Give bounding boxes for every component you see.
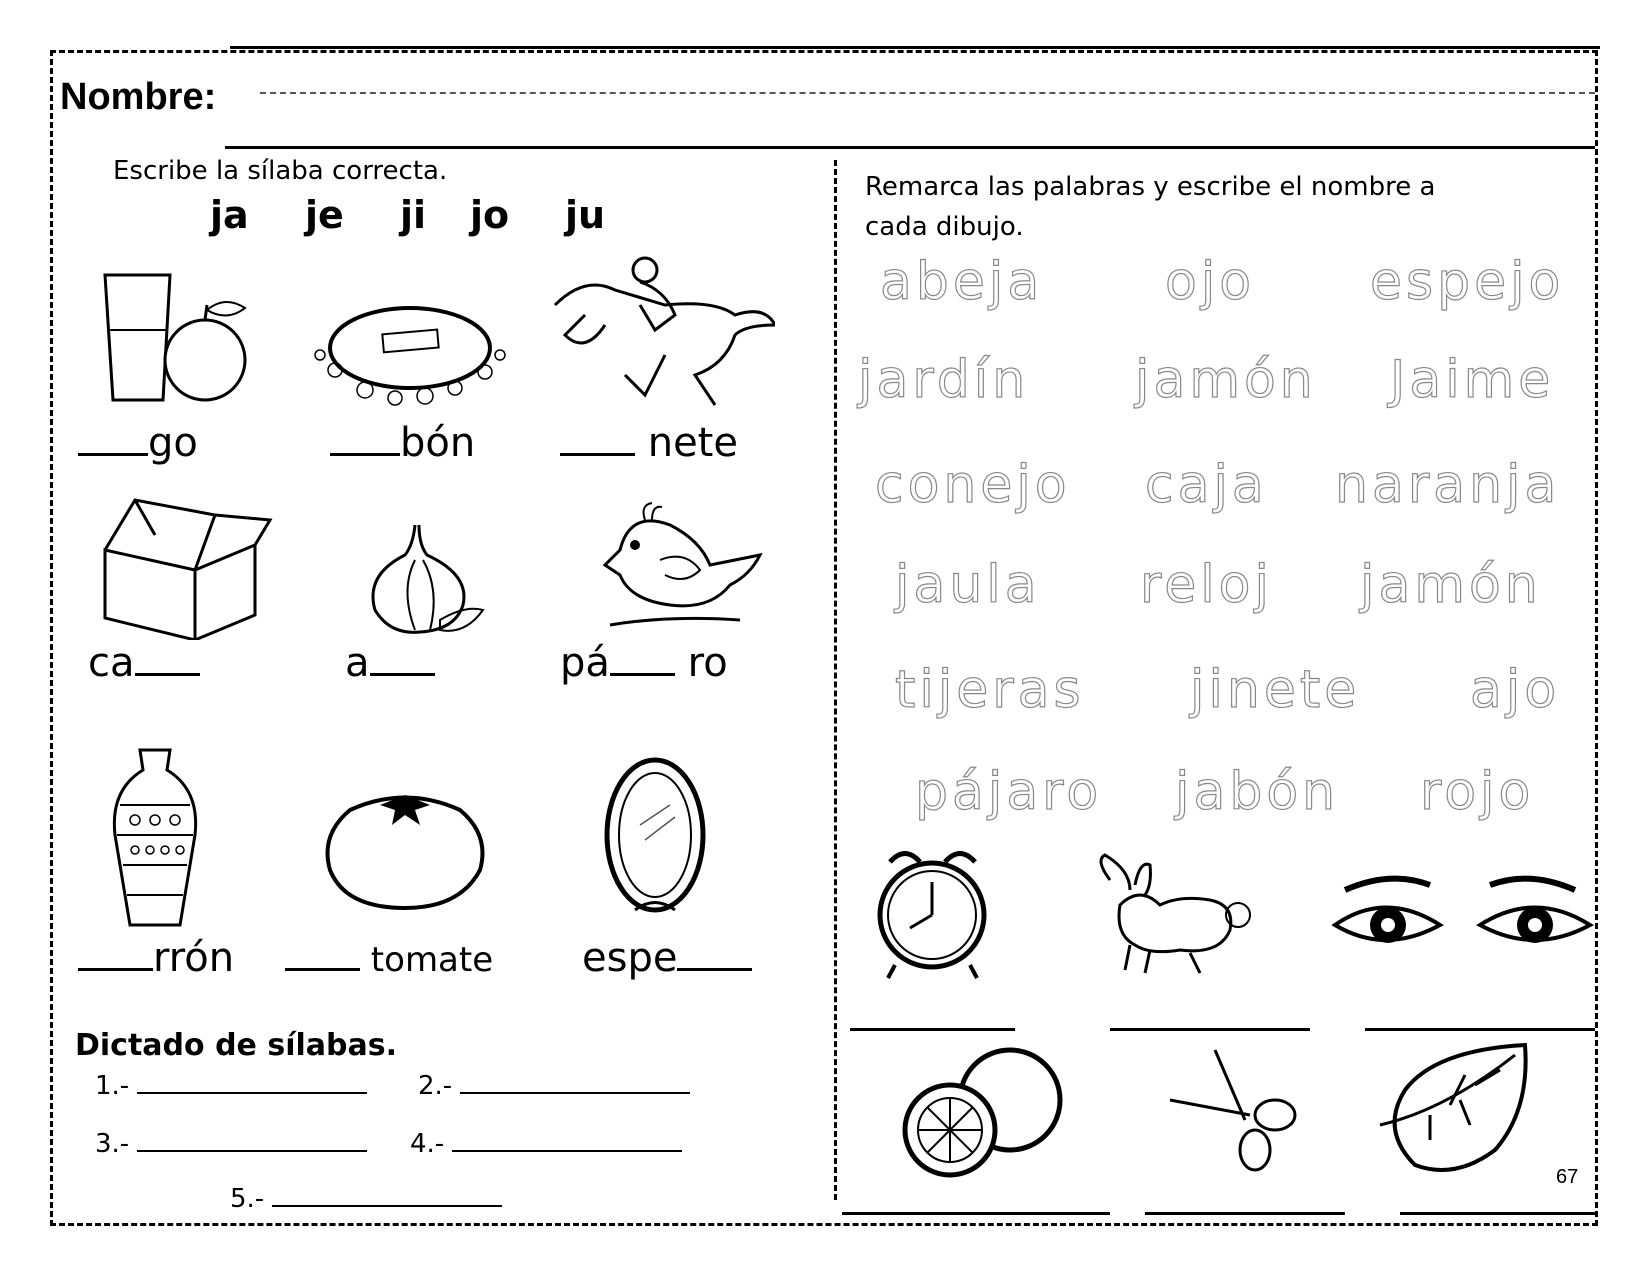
leaf-icon <box>1375 1040 1535 1180</box>
answer-line-rabbit[interactable] <box>1110 1028 1310 1031</box>
dictation-item-2: 2.- <box>418 1070 690 1101</box>
word-blank-nete: nete <box>560 420 738 466</box>
trace-word[interactable]: reloj <box>1140 555 1273 615</box>
trace-word[interactable]: conejo <box>875 455 1071 515</box>
word-blank-a: a <box>345 640 435 686</box>
name-label: Nombre: <box>60 76 217 118</box>
dictation-title: Dictado de sílabas. <box>75 1028 397 1063</box>
trace-word[interactable]: rojo <box>1420 762 1535 822</box>
trace-word[interactable]: abeja <box>880 252 1044 312</box>
eyes-icon <box>1330 870 1600 960</box>
vase-icon <box>105 745 205 930</box>
answer-blank[interactable] <box>78 423 148 456</box>
rabbit-icon <box>1090 845 1265 990</box>
answer-blank[interactable] <box>610 643 675 676</box>
syllable-ji: ji <box>400 193 427 237</box>
page-number: 67 <box>1556 1166 1579 1188</box>
dictation-item-4: 4.- <box>410 1128 682 1159</box>
trace-word[interactable]: tijeras <box>895 660 1085 720</box>
answer-blank[interactable] <box>135 643 200 676</box>
trace-word[interactable]: jabón <box>1175 762 1340 822</box>
top-rule <box>230 46 1600 49</box>
answer-blank[interactable] <box>330 423 400 456</box>
answer-blank[interactable] <box>370 643 435 676</box>
trace-word[interactable]: caja <box>1145 455 1268 515</box>
trace-word[interactable]: ojo <box>1165 252 1256 312</box>
box-icon <box>85 490 275 640</box>
answer-line-clock[interactable] <box>850 1028 1015 1031</box>
answer-line-scissors[interactable] <box>1145 1212 1345 1215</box>
juice-orange-icon <box>95 260 255 410</box>
trace-word[interactable]: pájaro <box>915 762 1103 822</box>
word-blank-espe: espe <box>582 935 752 981</box>
dictation-blank[interactable] <box>272 1183 502 1207</box>
word-blank-bon: bón <box>330 420 475 466</box>
dictation-blank[interactable] <box>452 1128 682 1152</box>
garlic-icon <box>355 520 485 640</box>
answer-line-leaf[interactable] <box>1400 1212 1595 1215</box>
name-field-line[interactable] <box>225 146 1595 149</box>
syllable-ju: ju <box>565 193 606 237</box>
left-instruction: Escribe la sílaba correcta. <box>113 156 448 186</box>
syllable-ja: ja <box>210 193 249 237</box>
mirror-icon <box>600 755 710 925</box>
dictation-blank[interactable] <box>137 1070 367 1094</box>
column-divider <box>834 160 837 1200</box>
syllable-je: je <box>305 193 344 237</box>
trace-word[interactable]: Jaime <box>1390 350 1555 410</box>
answer-line-eyes[interactable] <box>1365 1028 1595 1031</box>
trace-word[interactable]: jamón <box>1135 350 1317 410</box>
trace-word[interactable]: jinete <box>1190 660 1361 720</box>
answer-line-orange[interactable] <box>842 1212 1110 1215</box>
right-instruction-line2: cada dibujo. <box>865 212 1024 242</box>
dictation-item-5: 5.- <box>230 1183 502 1214</box>
name-dashed-line <box>260 92 1595 94</box>
word-blank-go: go <box>78 420 198 466</box>
jockey-horse-icon <box>545 245 775 415</box>
answer-blank[interactable] <box>285 938 360 971</box>
clock-icon <box>870 840 1000 980</box>
trace-word[interactable]: jardín <box>858 350 1030 410</box>
trace-word[interactable]: jaula <box>895 555 1041 615</box>
tomato-icon <box>320 780 490 910</box>
trace-word[interactable]: naranja <box>1335 455 1561 515</box>
answer-blank[interactable] <box>560 423 635 456</box>
right-instruction-line1: Remarca las palabras y escribe el nombre a <box>865 172 1436 202</box>
word-blank-ca: ca <box>88 640 200 686</box>
trace-word[interactable]: jamón <box>1360 555 1542 615</box>
word-blank-pa-ro: pá ro <box>560 640 728 686</box>
soap-icon <box>305 300 515 410</box>
syllable-jo: jo <box>470 193 510 237</box>
bird-icon <box>590 495 770 640</box>
word-blank-rron: rrón <box>78 935 234 981</box>
orange-icon <box>890 1040 1080 1180</box>
word-blank-tomate: tomate <box>285 935 493 981</box>
dictation-item-3: 3.- <box>95 1128 367 1159</box>
trace-word[interactable]: ajo <box>1470 660 1561 720</box>
dictation-item-1: 1.- <box>95 1070 367 1101</box>
dictation-blank[interactable] <box>137 1128 367 1152</box>
answer-blank[interactable] <box>78 938 153 971</box>
scissors-icon <box>1165 1045 1305 1175</box>
answer-blank[interactable] <box>677 938 752 971</box>
trace-word[interactable]: espejo <box>1370 252 1565 312</box>
dictation-blank[interactable] <box>460 1070 690 1094</box>
